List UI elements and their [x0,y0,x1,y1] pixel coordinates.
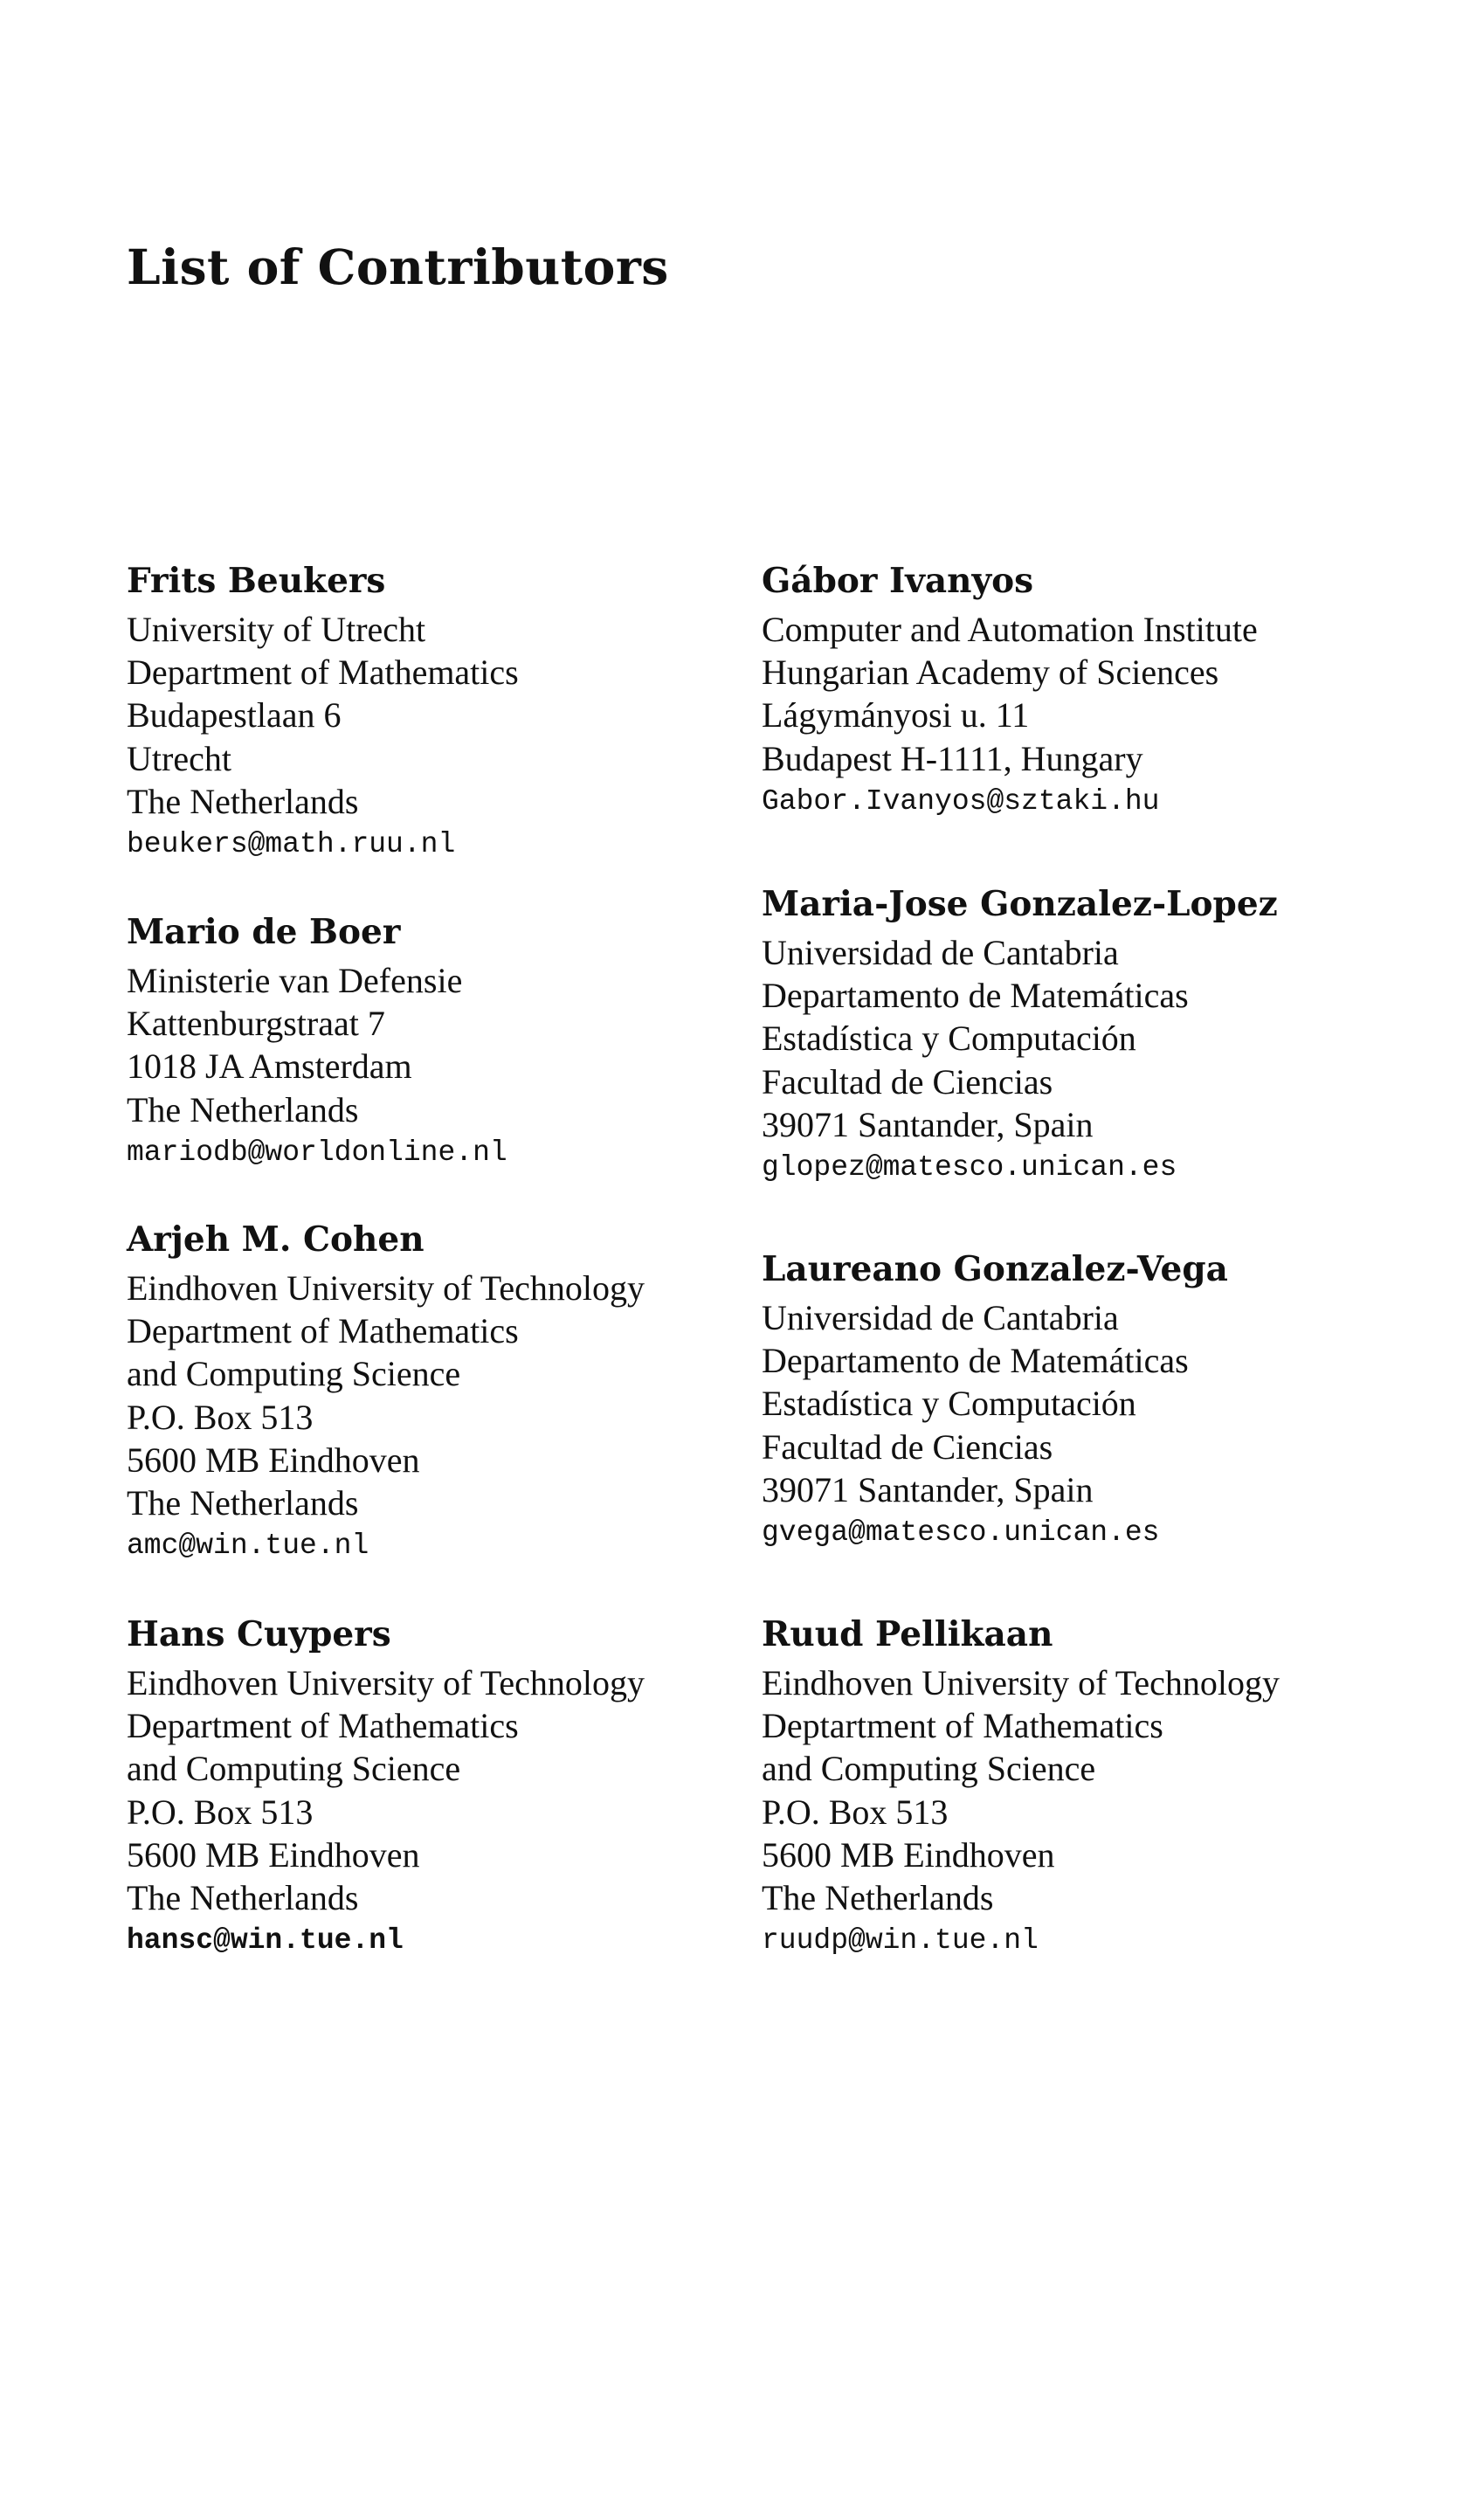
address-line: Departamento de Matemáticas [762,1341,1189,1381]
address-line: and Computing Science [127,1354,461,1394]
contributor-email[interactable]: gvega@matesco.unican.es [762,1516,1160,1550]
contributor-entry [127,1613,645,1962]
page-title: List of Contributors [127,238,669,295]
address-line: Computer and Automation Institute [762,610,1258,649]
contributor-email[interactable]: Gabor.Ivanyos@sztaki.hu [762,784,1160,818]
address-line: Eindhoven University of Technology [127,1663,645,1702]
contributor-email[interactable]: hansc@win.tue.nl [127,1924,404,1958]
address-line: Eindhoven University of Technology [127,1268,645,1308]
contributor-email[interactable]: glopez@matesco.unican.es [762,1151,1177,1184]
contributor-email[interactable]: ruudp@win.tue.nl [762,1924,1039,1958]
address-line: The Netherlands [127,1878,359,1918]
contributor-entry [762,559,1258,823]
address-line: P.O. Box 513 [762,1792,949,1832]
contributor-email[interactable]: mariodb@worldonline.nl [127,1136,507,1169]
contributor-name: Ruud Pellikaan [762,1614,1053,1654]
address-line: Departamento de Matemáticas [762,976,1189,1016]
address-line: Department of Mathematics [127,653,519,693]
address-line: Eindhoven University of Technology [762,1663,1280,1702]
address-line: 5600 MB Eindhoven [127,1440,420,1480]
address-line: 39071 Santander, Spain [762,1104,1094,1144]
address-line: Deptartment of Mathematics [762,1706,1163,1746]
contributor-email[interactable]: amc@win.tue.nl [127,1530,369,1563]
address-line: 1018 JA Amsterdam [127,1046,412,1087]
address-line: Budapest H-1111, Hungary [762,738,1143,778]
address-line: 5600 MB Eindhoven [127,1834,420,1875]
contributor-entry [127,559,519,866]
address-line: Universidad de Cantabria [762,933,1119,972]
address-line: Kattenburgstraat 7 [127,1004,385,1044]
address-line: The Netherlands [127,781,359,821]
address-line: The Netherlands [127,1089,359,1129]
address-line: P.O. Box 513 [127,1397,314,1437]
contributor-entry [762,1613,1280,1962]
address-line: 39071 Santander, Spain [762,1469,1094,1509]
contributor-entry [127,1218,645,1567]
address-line: Lágymányosi u. 11 [762,695,1030,735]
address-line: Department of Mathematics [127,1706,519,1746]
contributor-name: Hans Cuypers [127,1614,391,1654]
contributor-name: Maria-Jose Gonzalez-Lopez [762,884,1278,924]
contributor-name: Arjeh M. Cohen [127,1219,424,1260]
contributor-name: Laureano Gonzalez-Vega [762,1249,1228,1289]
address-line: The Netherlands [762,1878,994,1918]
address-line: Budapestlaan 6 [127,695,342,735]
contributor-entry [127,910,507,1174]
contributor-name: Gábor Ivanyos [762,561,1034,601]
address-line: and Computing Science [762,1749,1096,1789]
address-line: Estadística y Computación [762,1019,1136,1059]
contributor-entry [762,882,1278,1189]
address-line: University of Utrecht [127,610,426,649]
address-line: Facultad de Ciencias [762,1061,1053,1101]
contributor-name: Mario de Boer [127,912,401,952]
address-line: Department of Mathematics [127,1311,519,1351]
address-line: P.O. Box 513 [127,1792,314,1832]
address-line: Hungarian Academy of Sciences [762,653,1219,693]
address-line: Universidad de Cantabria [762,1298,1119,1337]
address-line: Estadística y Computación [762,1384,1136,1424]
contributor-name: Frits Beukers [127,561,386,601]
address-line: Ministerie van Defensie [127,961,463,1000]
address-line: Facultad de Ciencias [762,1426,1053,1467]
address-line: The Netherlands [127,1483,359,1523]
contributor-email[interactable]: beukers@math.ruu.nl [127,828,456,861]
address-line: 5600 MB Eindhoven [762,1834,1055,1875]
address-line: Utrecht [127,738,231,778]
contributor-entry [762,1247,1228,1554]
address-line: and Computing Science [127,1749,461,1789]
